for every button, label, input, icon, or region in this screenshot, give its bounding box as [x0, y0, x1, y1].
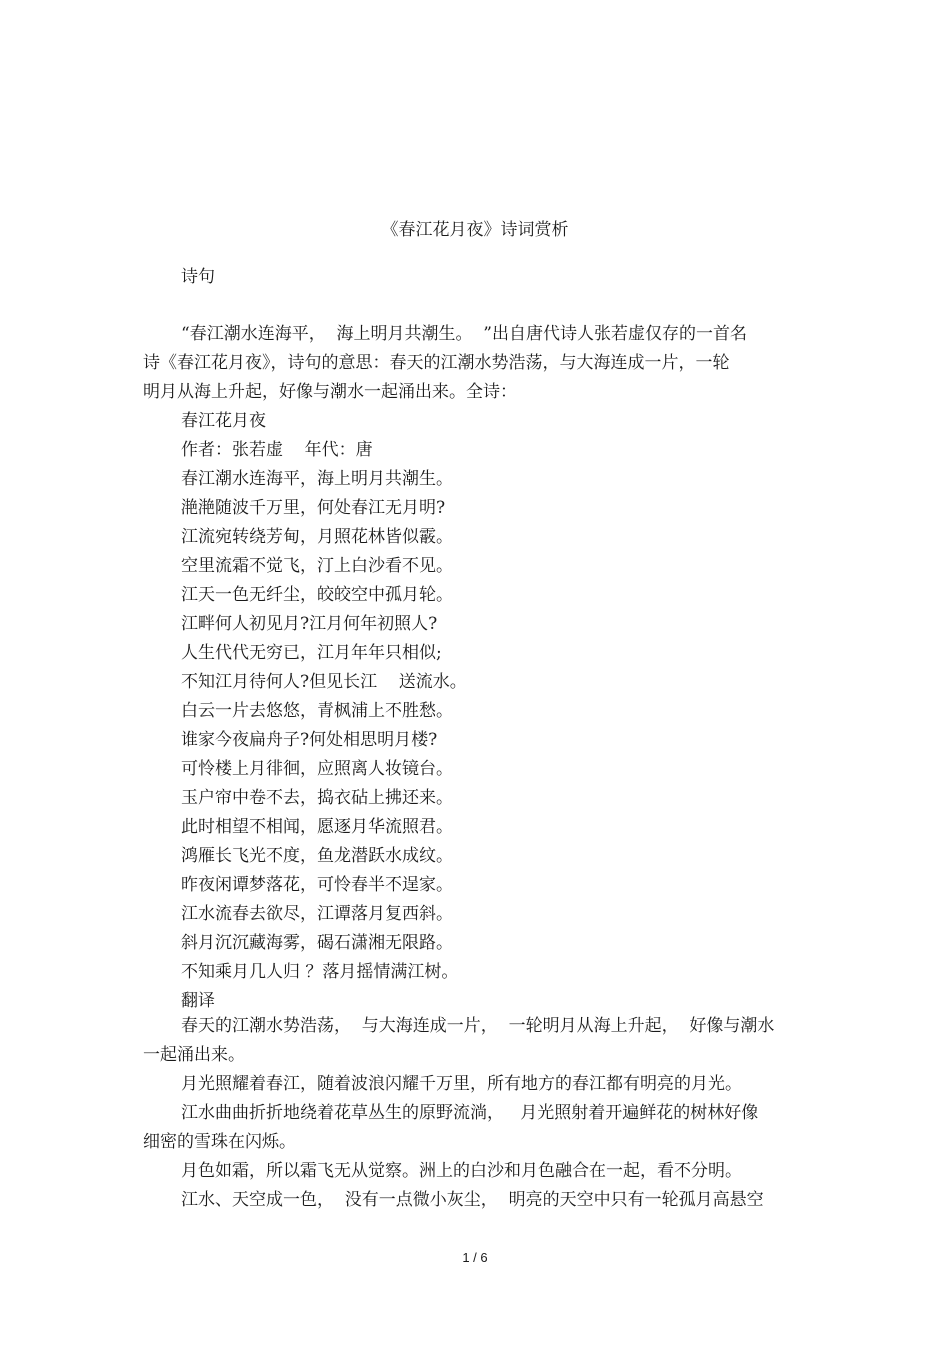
- intro-paragraph: [143, 320, 803, 407]
- poem-line: 不知江月待何人?但见长江 送流水。: [181, 672, 467, 692]
- section-label-poem: 诗句: [181, 267, 215, 287]
- poem-line: 不知乘月几人归 ？落月摇情满江树。: [181, 962, 459, 982]
- poem-line: 江畔何人初见月?江月何年初照人?: [181, 614, 438, 634]
- translation-line: 江水曲曲折折地绕着花草丛生的原野流淌， 月光照射着开遍鲜花的树林好像: [181, 1103, 759, 1123]
- poem-line: 江流宛转绕芳甸，月照花林皆似霰。: [181, 527, 453, 547]
- section-label-translation: 翻译: [181, 991, 215, 1011]
- translation-line: 月光照耀着春江，随着波浪闪耀千万里，所有地方的春江都有明亮的月光。: [181, 1074, 742, 1094]
- poem-line: 人生代代无穷已，江月年年只相似;: [181, 643, 442, 663]
- intro-line: 明月从海上升起，好像与潮水一起涌出来。全诗：: [143, 382, 517, 402]
- poem-block: [181, 407, 467, 1016]
- translation-line: 细密的雪珠在闪烁。: [143, 1132, 296, 1152]
- poem-line: 滟滟随波千万里，何处春江无月明?: [181, 498, 446, 518]
- poem-title: 春江花月夜: [181, 411, 266, 431]
- document-title: 《春江花月夜》诗词赏析: [381, 220, 569, 240]
- translation-block: [143, 1012, 803, 1215]
- page-number: 1 / 6: [462, 1250, 488, 1265]
- poem-line: 玉户帘中卷不去，捣衣砧上拂还来。: [181, 788, 453, 808]
- poem-line: 白云一片去悠悠，青枫浦上不胜愁。: [181, 701, 453, 721]
- poem-line: 江水流春去欲尽，江谭落月复西斜。: [181, 904, 453, 924]
- translation-line: 一起涌出来。: [143, 1045, 245, 1065]
- translation-line: 月色如霜，所以霜飞无从觉察。洲上的白沙和月色融合在一起，看不分明。: [181, 1161, 742, 1181]
- poem-line: 谁家今夜扁舟子?何处相思明月楼?: [181, 730, 438, 750]
- poem-line: 斜月沉沉藏海雾，碣石潇湘无限路。: [181, 933, 453, 953]
- poem-line: 空里流霜不觉飞，汀上白沙看不见。: [181, 556, 453, 576]
- poem-line: 春江潮水连海平，海上明月共潮生。: [181, 469, 453, 489]
- intro-line: “春江潮水连海平， 海上明月共潮生。 ”出自唐代诗人张若虚仅存的一首名: [181, 324, 747, 344]
- poem-line: 鸿雁长飞光不度，鱼龙潜跃水成纹。: [181, 846, 453, 866]
- poem-line: 可怜楼上月徘徊，应照离人妆镜台。: [181, 759, 453, 779]
- poem-author-line: 作者：张若虚 年代：唐: [181, 440, 373, 460]
- translation-line: 江水、天空成一色， 没有一点微小灰尘， 明亮的天空中只有一轮孤月高悬空: [181, 1190, 764, 1210]
- poem-line: 江天一色无纤尘，皎皎空中孤月轮。: [181, 585, 453, 605]
- poem-line: 此时相望不相闻，愿逐月华流照君。: [181, 817, 453, 837]
- translation-line: 春天的江潮水势浩荡， 与大海连成一片， 一轮明月从海上升起， 好像与潮水: [181, 1016, 775, 1036]
- poem-line: 昨夜闲谭梦落花，可怜春半不逞家。: [181, 875, 453, 895]
- intro-line: 诗《春江花月夜》，诗句的意思：春天的江潮水势浩荡，与大海连成一片，一轮: [143, 353, 730, 373]
